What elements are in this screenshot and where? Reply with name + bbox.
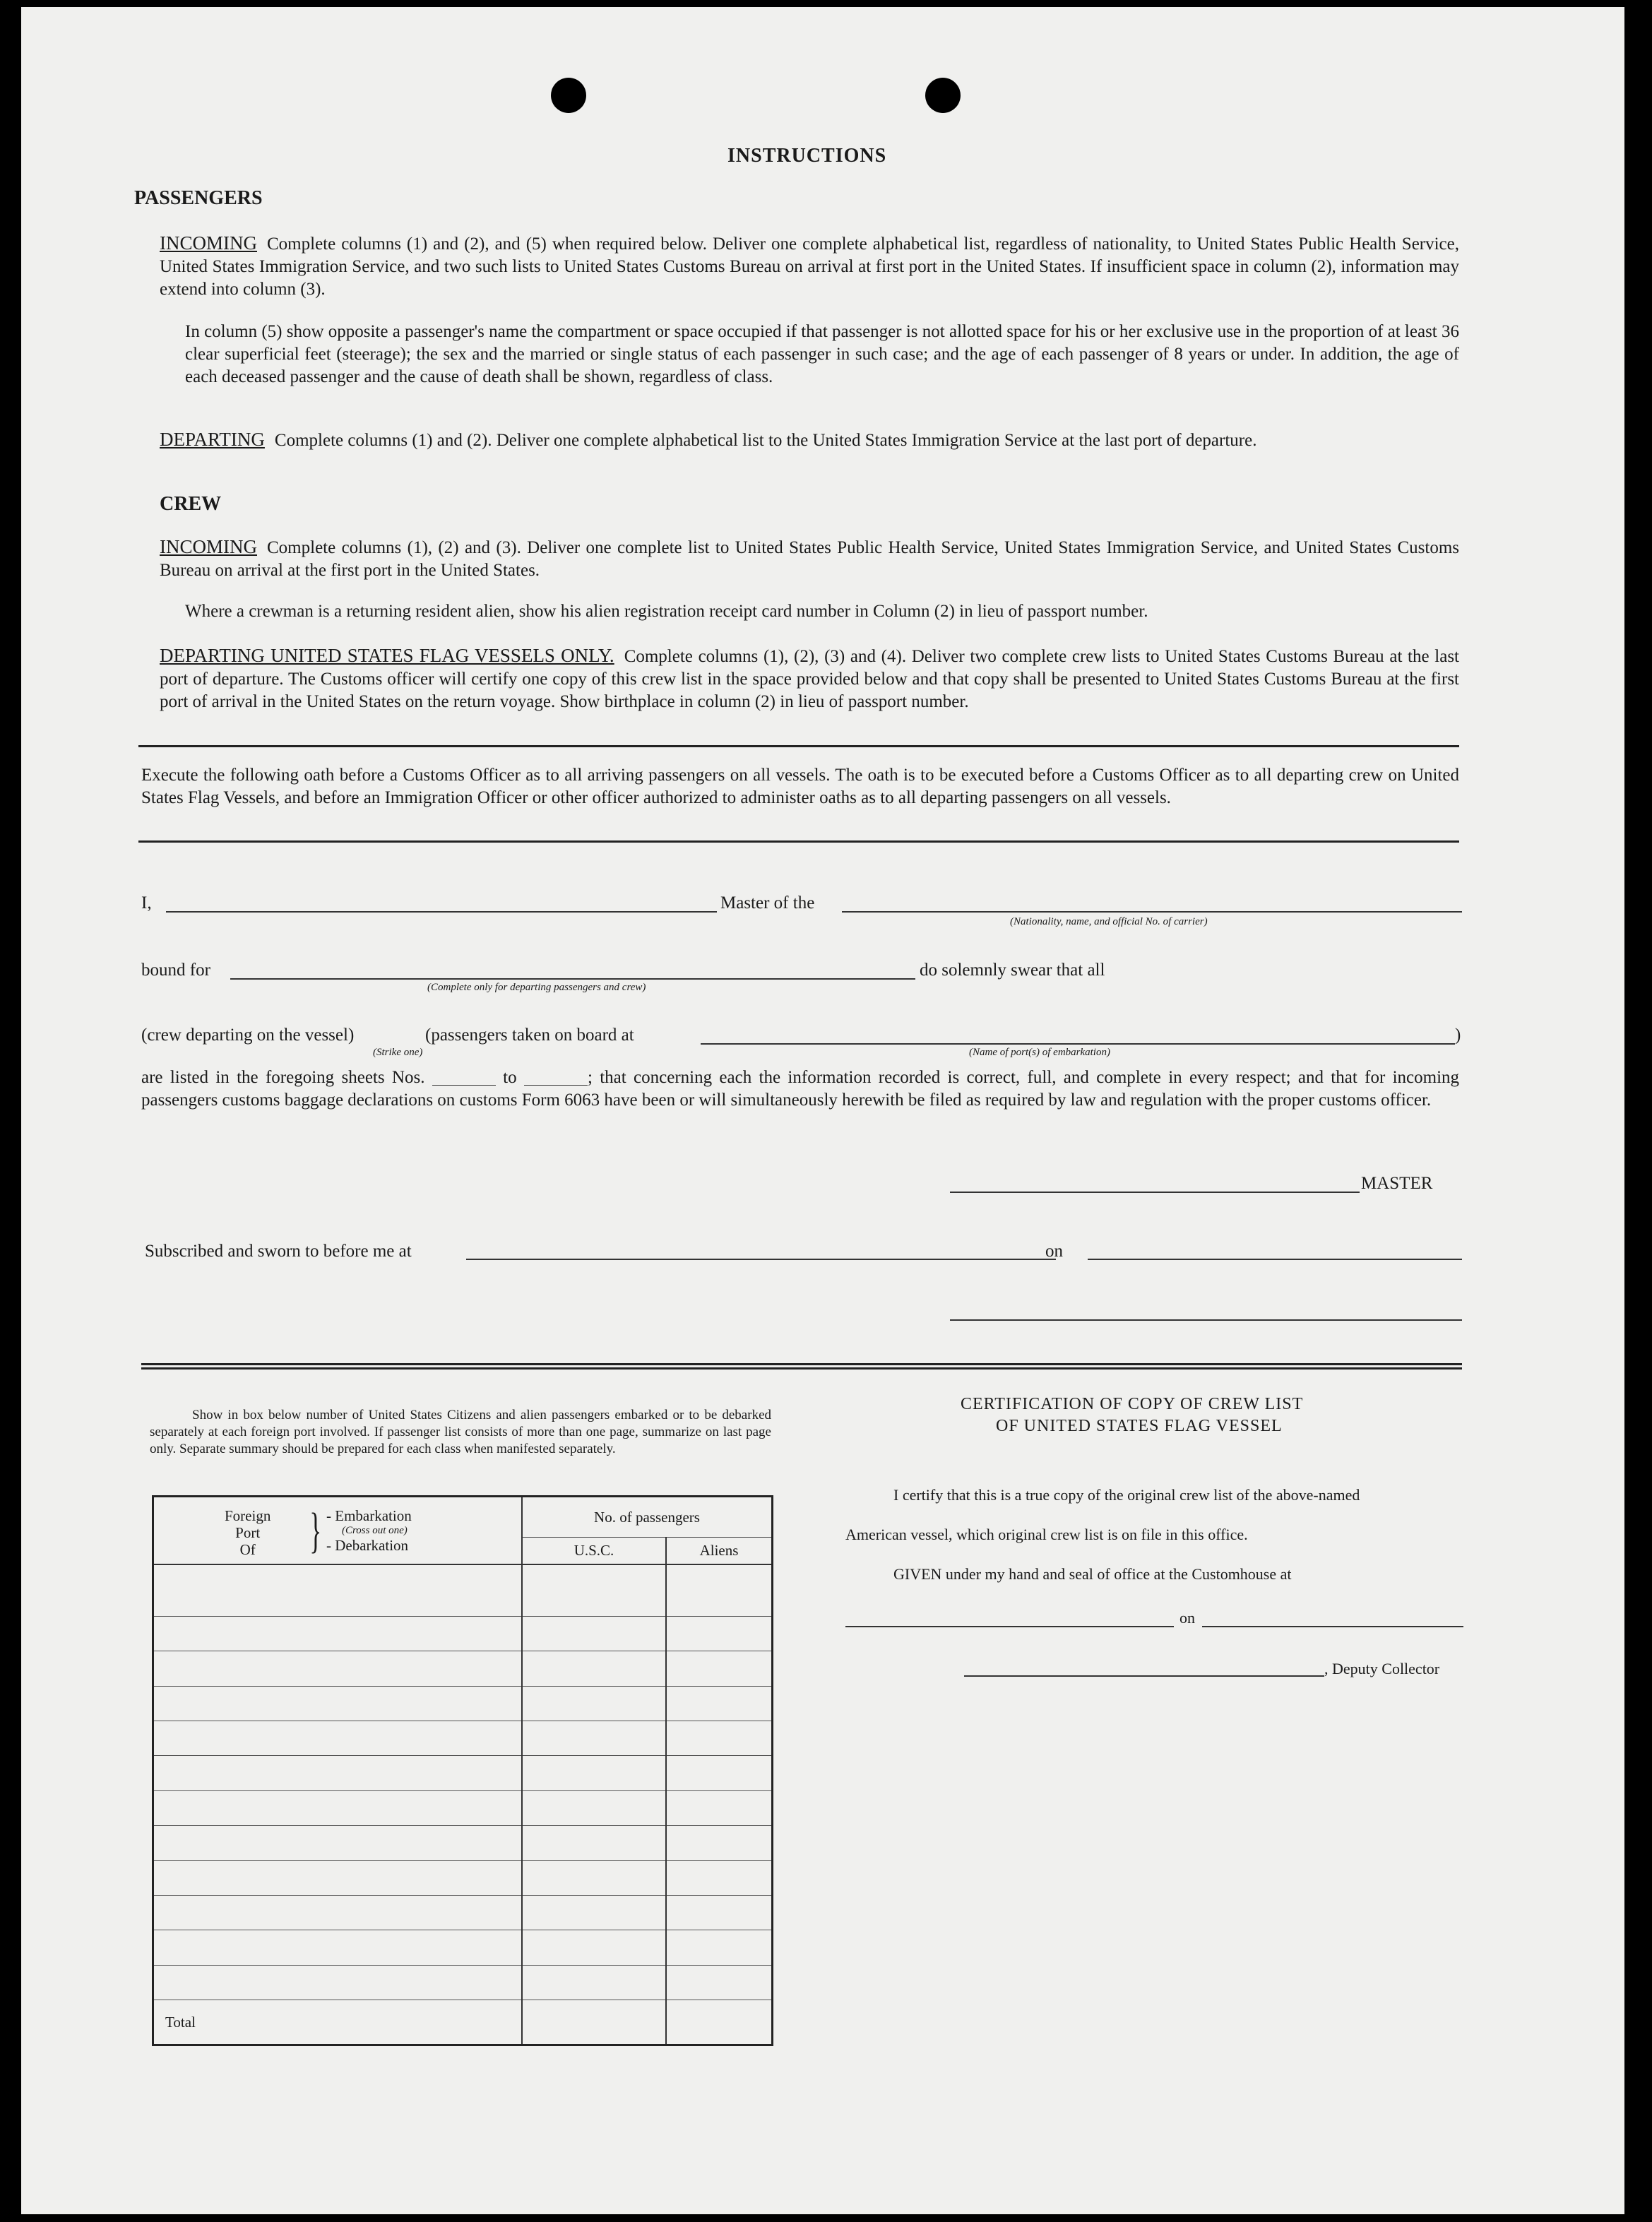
cross-out-note: (Cross out one) (342, 1525, 408, 1536)
master-label: MASTER (1361, 1174, 1433, 1193)
page-title: INSTRUCTIONS (727, 145, 887, 167)
crew-departing-label: (crew departing on the vessel) (141, 1026, 355, 1045)
officer-signature-blank[interactable] (950, 1319, 1462, 1321)
ports-blank[interactable] (701, 1043, 1455, 1045)
nationality-note: (Nationality, name, and official No. of carrier) (1010, 916, 1208, 927)
bound-for-blank[interactable] (230, 978, 915, 980)
departing-note: (Complete only for departing passengers and crew) (427, 982, 646, 993)
bound-for-label: bound for (141, 961, 210, 980)
deputy-collector-label: , Deputy Collector (1324, 1660, 1440, 1677)
certification-on-label: on (1179, 1609, 1195, 1627)
aliens-header: Aliens (666, 1538, 773, 1564)
certification-line-1: I certify that this is a true copy of the original crew list of the above-named (893, 1486, 1360, 1504)
ports-note: (Name of port(s) of embarkation) (969, 1047, 1110, 1058)
usc-header: U.S.C. (522, 1538, 666, 1564)
form-page (21, 7, 1624, 2214)
crew-flag-lead: DEPARTING UNITED STATES FLAG VESSELS ONLY. (160, 645, 614, 666)
punch-hole-right (925, 78, 961, 113)
subscribed-place-blank[interactable] (466, 1259, 1056, 1260)
total-aliens-cell[interactable] (666, 2000, 773, 2045)
close-paren: ) (1455, 1026, 1461, 1045)
name-blank[interactable] (166, 911, 717, 913)
deputy-signature-blank[interactable] (964, 1675, 1324, 1677)
punch-hole-left (551, 78, 586, 113)
sheet-to-blank[interactable] (524, 1085, 588, 1086)
passengers-departing-text: DEPARTING Complete columns (1) and (2). Deliver one complete alphabetical list to the United States Immigration Service at the last port of departure. (160, 429, 1257, 450)
swear-label: do solemnly swear that all (920, 961, 1105, 980)
passengers-taken-label: (passengers taken on board at (425, 1026, 634, 1045)
crew-flag-text: DEPARTING UNITED STATES FLAG VESSELS ONLY. Complete columns (1), (2), (3) and (4). Deliver two complete crew lists to United States Customs Bureau at the last port of departure. The Customs officer will certify one copy of this crew list in the space provided below and that copy shall be presented to United States Customs Bureau at the first port of arrival in the United States on the return voyage. Show birthplace in column (2) in lieu of passport number. (160, 645, 1459, 711)
no-passengers-header: No. of passengers (522, 1497, 773, 1538)
certification-date-blank[interactable] (1202, 1626, 1463, 1627)
certification-title-2: OF UNITED STATES FLAG VESSEL (996, 1417, 1283, 1435)
certification-line-2: American vessel, which original crew list is on file in this office. (845, 1526, 1248, 1543)
subscribed-label: Subscribed and sworn to before me at (145, 1242, 412, 1261)
brace-icon: } (309, 1504, 322, 1558)
oath-intro: Execute the following oath before a Customs Officer as to all arriving passengers on all vessels. The oath is to be executed before a Customs Officer as to all departing crew on United States Flag Vessels, and before an Immigration Officer or other officer authorized to administer oaths as to all departing passengers on all vessels. (141, 766, 1459, 807)
debarkation-label: - Debarkation (326, 1537, 409, 1554)
divider (138, 840, 1459, 843)
certification-line-3: GIVEN under my hand and seal of office at the Customhouse at (893, 1565, 1292, 1583)
crew-incoming-lead: INCOMING (160, 536, 257, 557)
subscribed-date-blank[interactable] (1088, 1259, 1462, 1260)
divider (141, 1367, 1462, 1370)
sheet-from-blank[interactable] (432, 1085, 496, 1086)
crew-heading: CREW (160, 493, 222, 515)
passengers-heading: PASSENGERS (134, 187, 263, 209)
customhouse-blank[interactable] (845, 1626, 1174, 1627)
total-usc-cell[interactable] (522, 2000, 666, 2045)
carrier-blank[interactable] (842, 911, 1462, 913)
divider (138, 745, 1459, 747)
on-label: on (1045, 1242, 1063, 1261)
passengers-departing-lead: DEPARTING (160, 429, 265, 450)
embarkation-label: - Embarkation (326, 1507, 412, 1524)
master-signature-blank[interactable] (950, 1192, 1360, 1193)
oath-listed-text: are listed in the foregoing sheets Nos. to ; that concerning each the information recorded is correct, full, and complete in every respect; and that for incoming passengers customs baggage declarations on customs Form 6063 have been or will simultaneously herewith be filed as required by law and regulation with the proper customs officer. (141, 1068, 1460, 1110)
crew-incoming-text-2: Where a crewman is a returning resident alien, show his alien registration receipt card number in Column (2) in lieu of passport number. (185, 602, 1148, 621)
certification-title-1: CERTIFICATION OF COPY OF CREW LIST (961, 1395, 1304, 1413)
crew-incoming-text: INCOMING Complete columns (1), (2) and (3). Deliver one complete list to United States Public Health Service, United States Immigration Service, and United States Customs Bureau on arrival at the first port in the United States. (160, 536, 1459, 580)
port-header: Foreign Port Of } - Embarkation (Cross out one) - Debarkation (153, 1497, 523, 1564)
summary-instructions: Show in box below number of United States Citizens and alien passengers embarked or to be debarked separately at each foreign port involved. If passenger list consists of more than one page, summarize on last page only. Separate summary should be prepared for each class when manifested separately. (150, 1408, 771, 1456)
passengers-incoming-text: INCOMING Complete columns (1) and (2), and (5) when required below. Deliver one complete alphabetical list, regardless of nationality, to United States Public Health Service, United States Immigration Service, and two such lists to United States Customs Bureau on arrival at first port in the United States. If insufficient space in column (2), information may extend into column (3). (160, 232, 1459, 299)
total-label: Total (165, 2013, 196, 2031)
passengers-incoming-text-2: In column (5) show opposite a passenger's name the compartment or space occupied if that passenger is not allotted space for his or her exclusive use in the proportion of at least 36 clear superficial feet (steerage); the sex and the married or single status of each passenger in such case; and the age of each passenger of 8 years or under. In addition, the age of each deceased passenger and the cause of death shall be shown, regardless of class. (185, 322, 1459, 386)
passengers-incoming-lead: INCOMING (160, 232, 257, 254)
passenger-summary-table (152, 1495, 773, 2046)
strike-one-note: (Strike one) (373, 1047, 423, 1058)
divider (141, 1363, 1462, 1365)
master-of-label: Master of the (720, 893, 815, 913)
oath-i-label: I, (141, 893, 152, 913)
